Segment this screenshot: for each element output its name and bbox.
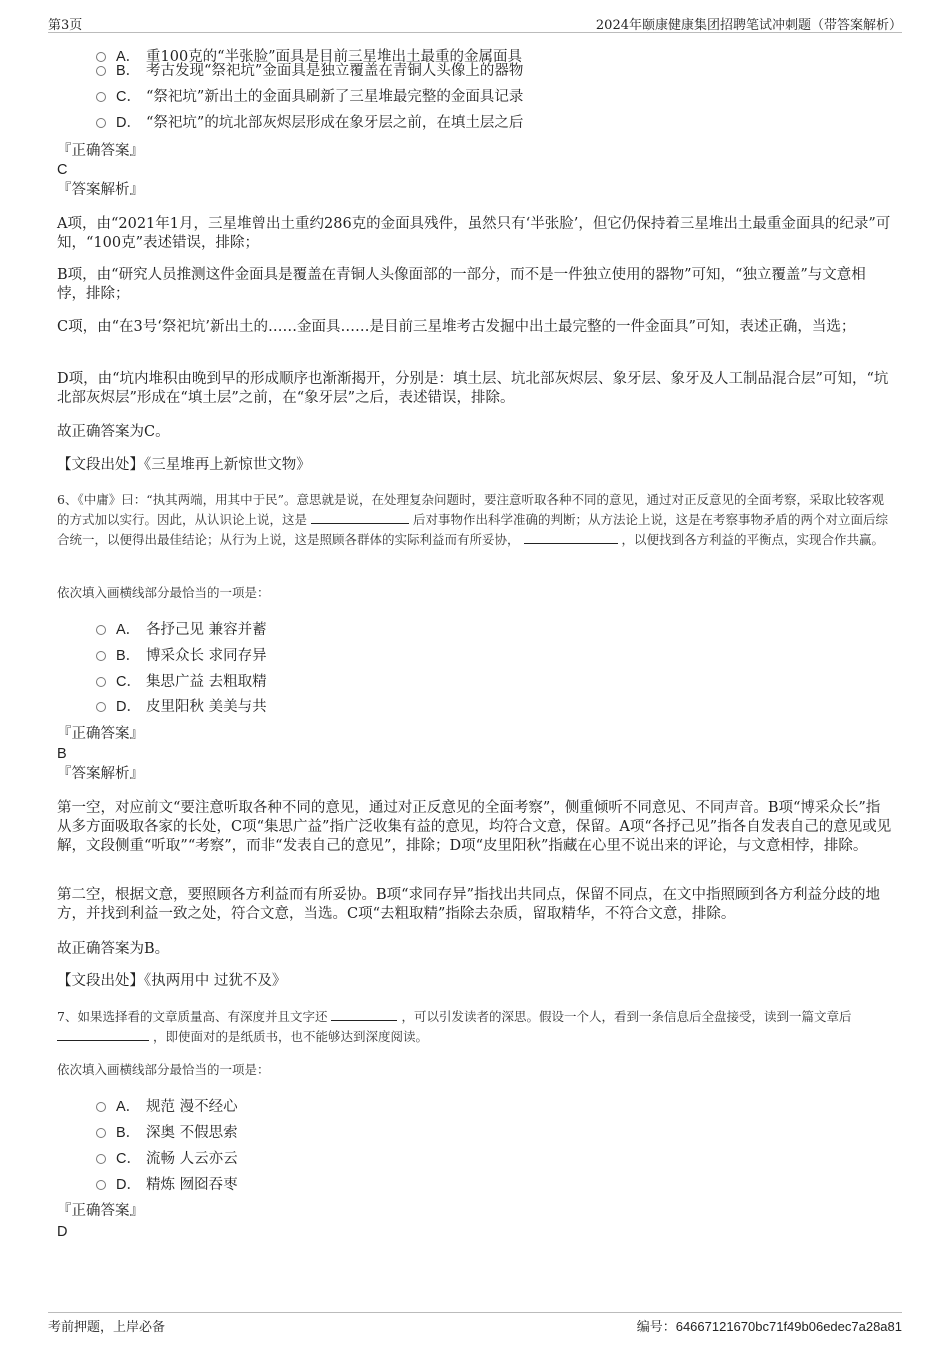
radio-icon[interactable] xyxy=(96,1128,106,1138)
q6-source: 【文段出处】《执两用中 过犹不及》 xyxy=(57,973,287,989)
q7-prompt: 依次填入画横线部分最恰当的一项是： xyxy=(57,1062,270,1077)
q5-analysis-label: 『答案解析』 xyxy=(57,182,144,198)
q5-option-b[interactable]: B． 考古发现“祭祀坑”金面具是独立覆盖在青铜人头像上的器物 xyxy=(96,62,523,80)
radio-icon[interactable] xyxy=(96,52,106,62)
option-text: 考古发现“祭祀坑”金面具是独立覆盖在青铜人头像上的器物 xyxy=(146,63,524,79)
q6-answer-label: 『正确答案』 xyxy=(57,726,144,742)
radio-icon[interactable] xyxy=(96,1102,106,1112)
radio-icon[interactable] xyxy=(96,625,106,635)
q6-analysis-label: 『答案解析』 xyxy=(57,766,144,782)
q7-stem-part-3: ，即使面对的是纸质书，也不能够达到深度阅读。 xyxy=(152,1029,428,1044)
radio-icon[interactable] xyxy=(96,92,106,102)
q7-option-a[interactable]: A． 规范 漫不经心 xyxy=(96,1098,238,1116)
radio-icon[interactable] xyxy=(96,651,106,661)
q5-option-a[interactable]: A． 重100克的“半张脸”面具是目前三星堆出土最重的金属面具 xyxy=(96,48,522,66)
q6-analysis-2: 第二空，根据文意，要照顾各方利益而有所妥协。B项“求同存异”指找出共同点，保留不同点，在文中指照顾到各方利益分歧的地方，并找到利益一致之处，符合文意，当选。C项“去粗取精”指除去杂质，留取精华，不符合文意，排除。 xyxy=(57,887,880,922)
radio-icon[interactable] xyxy=(96,677,106,687)
q5-answer-label: 『正确答案』 xyxy=(57,143,144,159)
q7-option-d[interactable]: D． 精炼 囫囵吞枣 xyxy=(96,1176,238,1194)
radio-icon[interactable] xyxy=(96,66,106,76)
q6-stem xyxy=(57,490,892,550)
q6-stem-part-1: 6、《中庸》曰：“执其两端，用其中于民”。意思就是说，在处理复杂问题时，要注意听取各种不同的意见，通过对正反意见的全面考察，采取比较客观的方式加以实行。因此，从认识论上说，这是 xyxy=(57,492,884,527)
q6-option-c[interactable]: C． 集思广益 去粗取精 xyxy=(96,673,267,691)
option-text: 皮里阳秋 美美与共 xyxy=(146,699,267,715)
option-text: “祭祀坑”新出土的金面具刷新了三星堆最完整的金面具记录 xyxy=(146,89,524,105)
q7-blank-1[interactable] xyxy=(331,1007,397,1021)
q6-option-a[interactable]: A． 各抒己见 兼容并蓄 xyxy=(96,621,267,639)
q6-blank-1[interactable] xyxy=(311,510,409,524)
footer-code-value: 64667121670bc71f49b06edec7a28a81 xyxy=(675,1319,902,1334)
radio-icon[interactable] xyxy=(96,702,106,712)
option-text: “祭祀坑”的坑北部灰烬层形成在象牙层之前，在填土层之后 xyxy=(146,115,524,131)
q6-prompt: 依次填入画横线部分最恰当的一项是： xyxy=(57,585,270,600)
q5-option-d[interactable]: D． “祭祀坑”的坑北部灰烬层形成在象牙层之前，在填土层之后 xyxy=(96,114,523,132)
page-number: 第3页 xyxy=(48,18,83,33)
q5-analysis-d: D项，由“坑内堆积由晚到早的形成顺序也渐渐揭开，分别是：填土层、坑北部灰烬层、象牙层、象牙及人工制品混合层”可知，“坑北部灰烬层”形成在“填土层”之前，在“象牙层”之后，表述错误，排除。 xyxy=(57,371,889,406)
q6-conclusion: 故正确答案为B。 xyxy=(57,941,170,957)
option-text: 深奥 不假思索 xyxy=(146,1125,238,1141)
radio-icon[interactable] xyxy=(96,1180,106,1190)
q7-blank-2[interactable] xyxy=(57,1027,149,1041)
q7-answer-label: 『正确答案』 xyxy=(57,1203,144,1219)
q6-analysis-1: 第一空，对应前文“要注意听取各种不同的意见，通过对正反意见的全面考察”，侧重倾听不同意见、不同声音。B项“博采众长”指从多方面吸取各家的长处，C项“集思广益”指广泛收集有益的意见，均符合文意，保留。A项“各抒己见”指各自发表自己的意见或见解，文段侧重“听取”“考察”，而非“发表自己的意见”，排除；D项“皮里阳秋”指藏在心里不说出来的评论，与文意相悖，排除。 xyxy=(57,800,892,854)
q7-stem-part-1: 7、如果选择看的文章质量高、有深度并且文字还 xyxy=(57,1009,328,1024)
footer-code xyxy=(637,1316,902,1335)
q7-stem-part-2: ，可以引发读者的深思。假设一个人，看到一条信息后全盘接受，读到一篇文章后 xyxy=(401,1009,852,1024)
q5-analysis-c: C项，由“在3号‘祭祀坑’新出土的……金面具……是目前三星堆考古发掘中出土最完整的一件金面具”可知，表述正确，当选； xyxy=(57,319,856,335)
option-text: 重100克的“半张脸”面具是目前三星堆出土最重的金属面具 xyxy=(146,49,522,65)
q6-answer: B xyxy=(57,746,67,762)
option-text: 博采众长 求同存异 xyxy=(146,648,267,664)
page-footer xyxy=(48,1312,902,1337)
q7-answer: D xyxy=(57,1224,68,1240)
q6-option-d[interactable]: D． 皮里阳秋 美美与共 xyxy=(96,698,267,716)
radio-icon[interactable] xyxy=(96,118,106,128)
option-text: 集思广益 去粗取精 xyxy=(146,674,267,690)
option-text: 流畅 人云亦云 xyxy=(146,1151,238,1167)
footer-slogan: 考前押题，上岸必备 xyxy=(48,1320,166,1335)
q5-analysis-b: B项，由“研究人员推测这件金面具是覆盖在青铜人头像面部的一部分，而不是一件独立使用的器物”可知，“独立覆盖”与文意相悖，排除； xyxy=(57,267,866,302)
page-header xyxy=(48,14,902,33)
q5-option-c[interactable]: C． “祭祀坑”新出土的金面具刷新了三星堆最完整的金面具记录 xyxy=(96,88,523,106)
q6-stem-part-3: ，以便找到各方利益的平衡点，实现合作共赢。 xyxy=(621,532,884,547)
option-text: 规范 漫不经心 xyxy=(146,1099,238,1115)
document-title: 2024年颐康健康集团招聘笔试冲刺题（带答案解析） xyxy=(595,18,902,33)
option-text: 各抒己见 兼容并蓄 xyxy=(146,622,267,638)
q5-conclusion: 故正确答案为C。 xyxy=(57,424,170,440)
q6-blank-2[interactable] xyxy=(524,530,618,544)
q5-source: 【文段出处】《三星堆再上新惊世文物》 xyxy=(57,457,311,473)
q7-option-b[interactable]: B． 深奥 不假思索 xyxy=(96,1124,238,1142)
option-text: 精炼 囫囵吞枣 xyxy=(146,1177,238,1193)
q5-analysis-a: A项，由“2021年1月，三星堆曾出土重约286克的金面具残件，虽然只有‘半张脸’，但它仍保持着三星堆出土最重金面具的纪录”可知，“100克”表述错误，排除； xyxy=(57,216,891,251)
q6-stem-part-2: 后对事物作出科学准确的判断；从方法论上说，这是在考察事物矛盾的两个对立面后综合统一，以便得出最佳结论；从行为上说，这是照顾各群体的实际利益而有所妥协， xyxy=(57,512,888,547)
q7-option-c[interactable]: C． 流畅 人云亦云 xyxy=(96,1150,238,1168)
q6-option-b[interactable]: B． 博采众长 求同存异 xyxy=(96,647,267,665)
footer-code-label: 编号： xyxy=(636,1320,676,1335)
q7-stem xyxy=(57,1007,892,1047)
radio-icon[interactable] xyxy=(96,1154,106,1164)
q5-answer: C xyxy=(57,162,68,178)
